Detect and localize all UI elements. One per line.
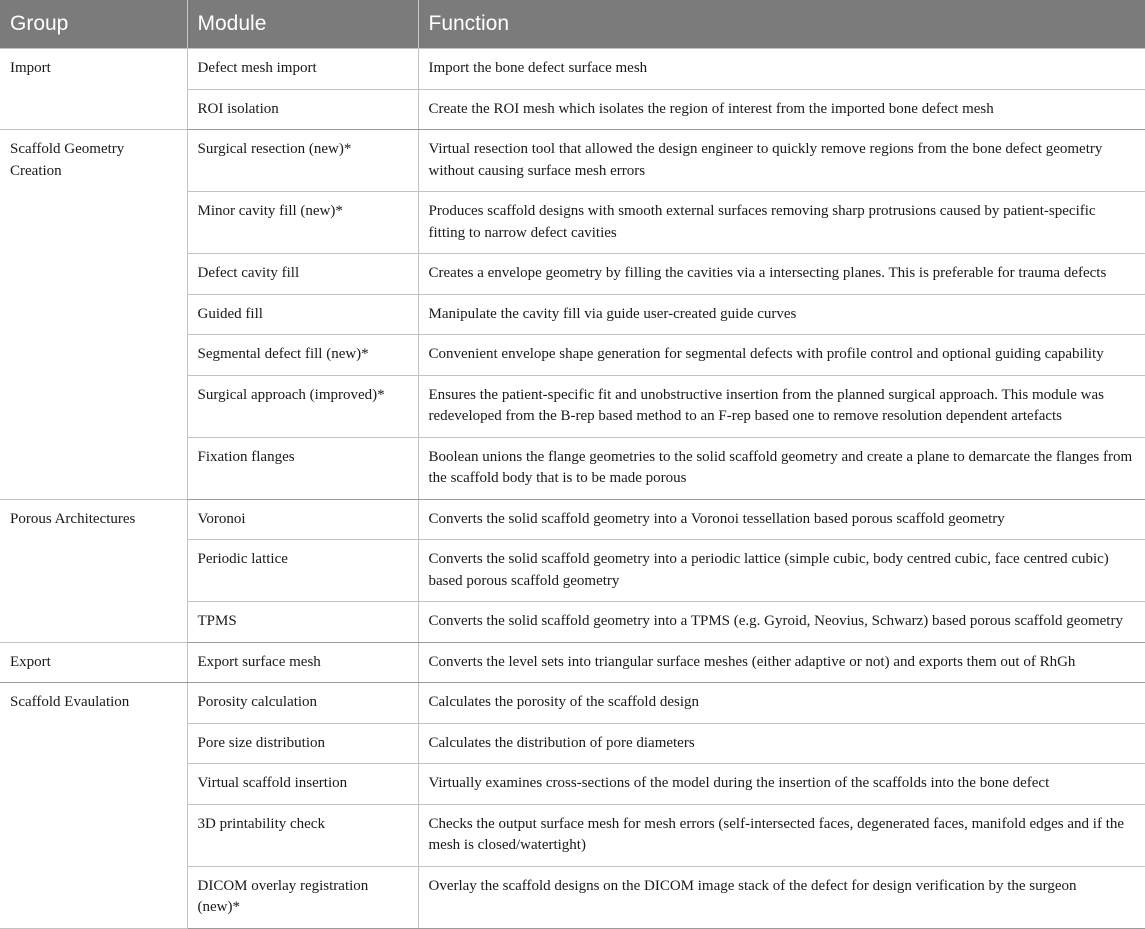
function-cell: Overlay the scaffold designs on the DICOM image stack of the defect for design verification by the surgeon [418, 866, 1145, 928]
module-cell: Segmental defect fill (new)* [187, 335, 418, 376]
module-cell: Periodic lattice [187, 540, 418, 602]
module-cell: Pore size distribution [187, 723, 418, 764]
function-cell: Creates a envelope geometry by filling the cavities via a intersecting planes. This is preferable for trauma defects [418, 254, 1145, 295]
function-cell: Ensures the patient-specific fit and unobstructive insertion from the planned surgical approach. This module was redeveloped from the B-rep based method to an F-rep based one to remove resolution dependent artefacts [418, 375, 1145, 437]
module-cell: Export surface mesh [187, 642, 418, 683]
table-header [0, 0, 1145, 49]
function-cell: Calculates the porosity of the scaffold design [418, 683, 1145, 724]
function-cell: Create the ROI mesh which isolates the region of interest from the imported bone defect mesh [418, 89, 1145, 130]
table-row [0, 642, 1145, 683]
header-module: Module [187, 0, 418, 49]
module-cell: Fixation flanges [187, 437, 418, 499]
function-cell: Converts the level sets into triangular surface meshes (either adaptive or not) and exports them out of RhGh [418, 642, 1145, 683]
function-cell: Boolean unions the flange geometries to the solid scaffold geometry and create a plane to demarcate the flanges from the scaffold body that is to be made porous [418, 437, 1145, 499]
module-cell: DICOM overlay registration (new)* [187, 866, 418, 928]
module-cell: Defect cavity fill [187, 254, 418, 295]
group-cell: Import [0, 49, 187, 130]
module-cell: Guided fill [187, 294, 418, 335]
function-cell: Checks the output surface mesh for mesh errors (self-intersected faces, degenerated faces, manifold edges and if the mesh is closed/watertight) [418, 804, 1145, 866]
group-cell: Scaffold Evaulation [0, 683, 187, 929]
function-cell: Produces scaffold designs with smooth external surfaces removing sharp protrusions caused by patient-specific fitting to narrow defect cavities [418, 192, 1145, 254]
module-cell: Porosity calculation [187, 683, 418, 724]
header-function: Function [418, 0, 1145, 49]
module-cell: Minor cavity fill (new)* [187, 192, 418, 254]
function-cell: Converts the solid scaffold geometry into a periodic lattice (simple cubic, body centred cubic, face centred cubic) based porous scaffold geometry [418, 540, 1145, 602]
group-cell: Export [0, 642, 187, 683]
function-cell: Manipulate the cavity fill via guide user-created guide curves [418, 294, 1145, 335]
module-cell: Surgical resection (new)* [187, 130, 418, 192]
module-cell: 3D printability check [187, 804, 418, 866]
module-cell: ROI isolation [187, 89, 418, 130]
module-cell: TPMS [187, 602, 418, 643]
module-cell: Virtual scaffold insertion [187, 764, 418, 805]
function-cell: Converts the solid scaffold geometry into a Voronoi tessellation based porous scaffold geometry [418, 499, 1145, 540]
header-row [0, 0, 1145, 49]
module-cell: Defect mesh import [187, 49, 418, 90]
function-cell: Virtual resection tool that allowed the design engineer to quickly remove regions from the bone defect geometry without causing surface mesh errors [418, 130, 1145, 192]
function-cell: Calculates the distribution of pore diameters [418, 723, 1145, 764]
function-cell: Convenient envelope shape generation for segmental defects with profile control and optional guiding capability [418, 335, 1145, 376]
function-cell: Converts the solid scaffold geometry into a TPMS (e.g. Gyroid, Neovius, Schwarz) based porous scaffold geometry [418, 602, 1145, 643]
table-row [0, 49, 1145, 90]
function-cell: Import the bone defect surface mesh [418, 49, 1145, 90]
table-row [0, 683, 1145, 724]
group-cell: Porous Architectures [0, 499, 187, 642]
module-cell: Voronoi [187, 499, 418, 540]
function-cell: Virtually examines cross-sections of the model during the insertion of the scaffolds into the bone defect [418, 764, 1145, 805]
table-row [0, 130, 1145, 192]
group-cell: Scaffold Geometry Creation [0, 130, 187, 500]
table-row [0, 499, 1145, 540]
module-cell: Surgical approach (improved)* [187, 375, 418, 437]
header-group: Group [0, 0, 187, 49]
table-body [0, 49, 1145, 929]
